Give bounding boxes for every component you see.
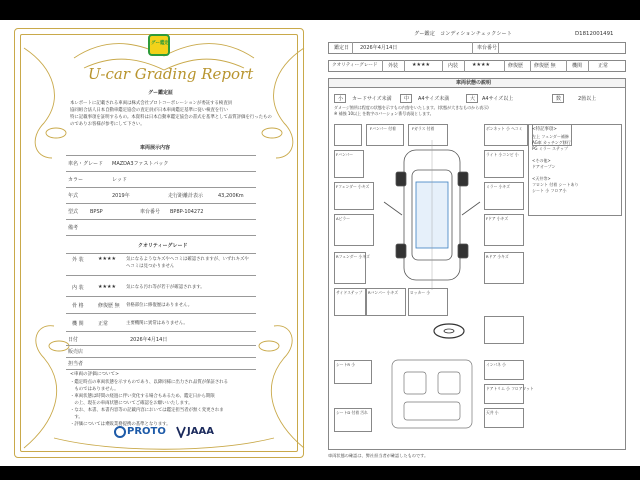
sign-staff-label: 担当者 bbox=[68, 361, 84, 367]
sign-date-value: 2026年4月14日 bbox=[130, 337, 168, 343]
repair-history-label: 修復歴 bbox=[508, 63, 524, 69]
grade-label: 車名・グレード bbox=[68, 161, 104, 167]
proto-logo-text: PROTO bbox=[127, 426, 166, 437]
exterior-label: 外装 bbox=[388, 63, 399, 69]
quality-frame-text: 骨格部位に修復歴はありません。 bbox=[126, 303, 193, 308]
chassis-number-label: 車台番号 bbox=[477, 45, 498, 51]
jaaa-mark-icon bbox=[176, 426, 186, 438]
color-label: カラー bbox=[68, 177, 84, 183]
quality-frame-label: 骨 格 bbox=[72, 303, 84, 309]
mileage-label: 走行距離計表示 bbox=[168, 193, 204, 199]
interior-view-icon bbox=[382, 354, 482, 434]
doc-id: D1812001491 bbox=[575, 31, 614, 37]
sheet-footer: 車両状態の確認は、弊社担当者が確認したものです。 bbox=[328, 453, 429, 458]
quality-frame-value: 修復歴 無 bbox=[98, 303, 120, 309]
grading-report-sheet bbox=[0, 20, 640, 466]
section-vehicle-title: 車両展示内容 bbox=[140, 145, 171, 151]
mileage-value: 43,200Km bbox=[218, 193, 244, 199]
color-value: レッド bbox=[112, 177, 127, 183]
quality-exterior-text-2: ヘコミは見つかりません bbox=[126, 264, 175, 269]
logo-text: グー鑑定 bbox=[151, 41, 169, 46]
vin-value: BP8P-104272 bbox=[170, 209, 204, 215]
year-label: 年式 bbox=[68, 193, 79, 199]
diagram-title: 車両状態の説明 bbox=[456, 80, 492, 86]
quality-exterior-text: 気になるようなキズやヘコミは確認されますが、いずれキズや bbox=[126, 257, 249, 262]
engine-value: 正常 bbox=[598, 63, 609, 69]
grade-value: MAZDA3ファストバック bbox=[112, 161, 169, 167]
goo-kantei-logo bbox=[148, 34, 170, 56]
quality-exterior-stars: ★★★★ bbox=[98, 256, 116, 262]
quality-grade-label: クオリティーグレード bbox=[332, 63, 378, 68]
year-value: 2019年 bbox=[112, 193, 130, 199]
quality-interior-label: 内 装 bbox=[72, 285, 84, 291]
car-top-view-icon bbox=[382, 140, 482, 290]
inspection-date-label: 鑑定日 bbox=[334, 45, 350, 51]
quality-interior-stars: ★★★★ bbox=[98, 284, 116, 290]
note-label: 備考 bbox=[68, 225, 79, 231]
right-page: グー鑑定 コンディションチェックシート D1812001491 鑑定日 2026年4月14日 車台番号 クオリティーグレード 外装 ★★★★ 内装 ★★★★ 修復歴 修復歴 無 機関 正常 車両状態の説明 小 カードサイズ未満 中 A4サイズ未満 大 A4サイズ以上 数 2箇以上 ダメージ箇所は程度の状態を示すもの内容をいたします。(状態が大きなものから表示) ※ 補強 10以上 を数字のバーション番号表現とします。 Fバンパー 付着 Fガラス 付着 ボンネット 小 ヘコミ Fバンパー ライト 小コンビ 小 Fフェンダー 小キズ ミラー 小キズ Aピラー Fドア 小キズ Rドア 小キズ Rフェンダー 小キズ サイドステップ Rバンパー 小キズ ロッカー 小 シートR 小 インパネ 小 ドアトリム 小 フロアマット シートD 付着 汚れ 天井 小 <特記事項> 左上 フェンダー補修 AG車 カッチング移行 PG ミラー ステップ <その他> ドアオープン <天井等> フロント 付着 シートあり シート 小 フロア小 車両状態の確認は、弊社担当者が確認したものです。 bbox=[322, 20, 640, 466]
interior-label: 内装 bbox=[448, 63, 459, 69]
report-subtitle: グー鑑定証 bbox=[148, 90, 174, 96]
quality-engine-text: 主要機関に異常はありません。 bbox=[126, 321, 188, 326]
quality-exterior-label: 外 装 bbox=[72, 257, 84, 263]
exterior-value: ★★★★ bbox=[412, 62, 430, 68]
left-page: グー鑑定 U-car Grading Report グー鑑定証 本レポートに記載される車両は株式会社プロトコーポレーションが委託する検査員 協同組合法人日本自動車鑑定協会の査定員が日本車両鑑定基準に従い検査を行い 特に記載事項を証明するもの。本資料は日本自動車鑑定協会の書式を基準として品質評価を行ったもの のでありお客様が参考にして下さい。 車両展示内容 車名・グレード MAZDA3ファストバック カラー レッド 年式 2019年 走行距離計表示 43,200Km 型式 BPSP 車台番号 BP8P-104272 備考 クオリティーグレード 外 装 ★★★★ 気になるようなキズやヘコミは確認されますが、いずれキズや ヘコミは見つかりません 内 装 ★★★★ 気になる汚れ等が若干が確認されます。 骨 格 修復歴 無 骨格部位に修復歴はありません。 機 関 正常 主要機関に異常はありません。 日付 2026年4月14日 販売店 担当者 <車両の評価について> ・鑑定時点の車両状態を示すものであり、以降同様に出力され品質が保証される ものではありません。 ・車両状態は時間の経過に伴い変化する場合もあるため、鑑定日から期限 の上、現在の車両状態についてご確認をお願いいたします。 ・なお、本書、本書内容等の記載内容においては鑑定担当者が無く変更されま す。 ・評価については乗販業務提携の基準となります。 PROTO JAAA bbox=[0, 20, 318, 466]
report-title: U-car Grading Report bbox=[88, 65, 254, 83]
quality-interior-text: 気になる汚れ等が若干が確認されます。 bbox=[126, 285, 205, 290]
repair-history-value: 修復歴 無 bbox=[534, 63, 556, 69]
steering-wheel-icon bbox=[432, 322, 466, 340]
interior-value: ★★★★ bbox=[472, 62, 490, 68]
section-quality-title: クオリティーグレード bbox=[138, 243, 188, 249]
engine-label: 機関 bbox=[572, 63, 583, 69]
vin-label: 車台番号 bbox=[140, 209, 161, 215]
sign-dealer-label: 販売店 bbox=[68, 349, 84, 355]
inspection-date-value: 2026年4月14日 bbox=[360, 45, 398, 51]
sign-date-label: 日付 bbox=[68, 337, 79, 343]
quality-engine-label: 機 関 bbox=[72, 321, 84, 327]
quality-engine-value: 正常 bbox=[98, 321, 109, 327]
type-value: BPSP bbox=[90, 209, 103, 215]
type-label: 型式 bbox=[68, 209, 79, 215]
sheet-header-title: グー鑑定 コンディションチェックシート bbox=[414, 31, 512, 37]
jaaa-logo-text: JAAA bbox=[187, 426, 214, 437]
proto-mark-icon bbox=[114, 426, 126, 438]
